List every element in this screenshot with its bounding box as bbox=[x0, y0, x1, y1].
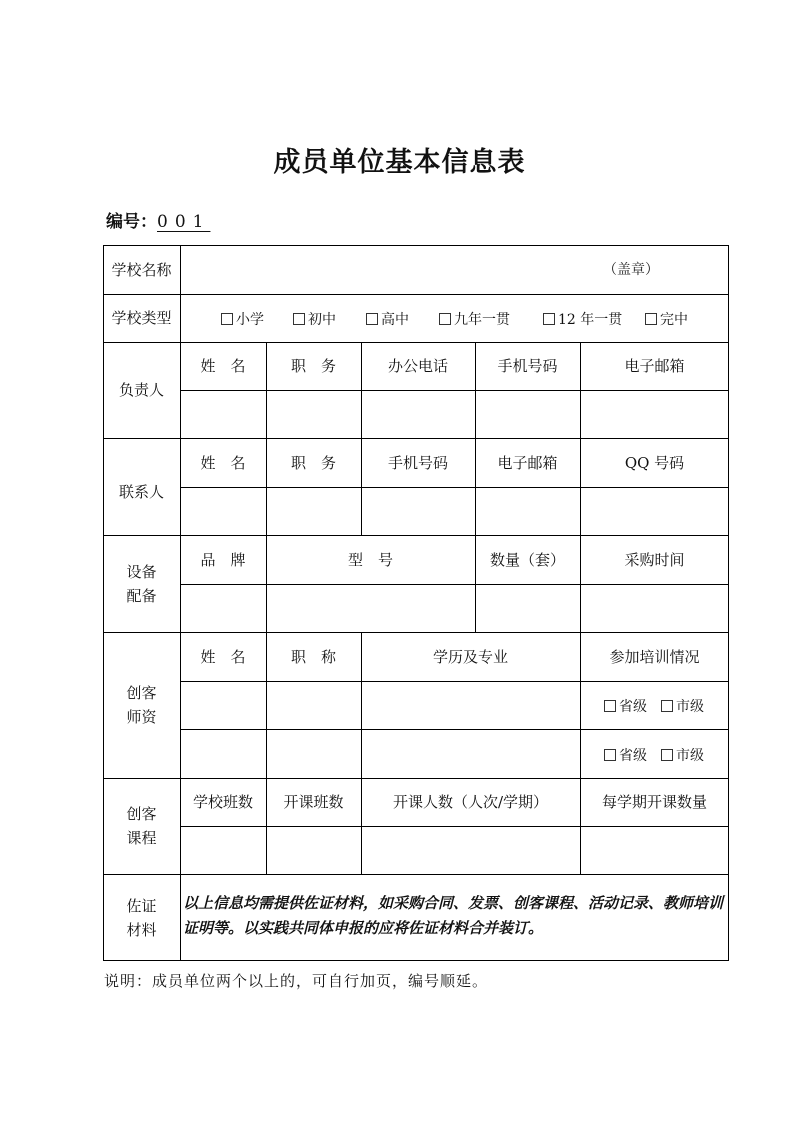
principal-header-name: 姓 名 bbox=[200, 357, 246, 375]
school-type-option-senior[interactable]: 高中 bbox=[366, 309, 409, 329]
equipment-header-purchase-date: 采购时间 bbox=[624, 550, 685, 569]
teachers-header-training: 参加培训情况 bbox=[609, 647, 700, 666]
teacher-2-provincial-option[interactable]: 省级 bbox=[604, 745, 647, 765]
teachers-header-education: 学历及专业 bbox=[432, 647, 508, 666]
school-type-option-complete[interactable]: 完中 bbox=[645, 309, 688, 329]
teachers-header-name: 姓 名 bbox=[200, 647, 246, 666]
courses-header-school-classes: 学校班数 bbox=[192, 793, 253, 811]
checkbox-icon bbox=[293, 313, 305, 325]
contact-name-field[interactable] bbox=[181, 488, 265, 534]
contact-qq-field[interactable] bbox=[581, 488, 728, 534]
teacher-2-title-field[interactable] bbox=[267, 730, 360, 777]
checkbox-icon bbox=[221, 313, 233, 325]
equipment-quantity-field[interactable] bbox=[476, 585, 579, 631]
teacher-2-education-field[interactable] bbox=[362, 730, 579, 777]
contact-header-email: 电子邮箱 bbox=[497, 453, 558, 472]
school-type-option-twelve-year[interactable]: 12 年一贯 bbox=[543, 309, 622, 329]
contact-email-field[interactable] bbox=[476, 488, 579, 534]
principal-label: 负责人 bbox=[118, 381, 164, 399]
checkbox-icon bbox=[661, 700, 673, 712]
stamp-note: （盖章） bbox=[603, 262, 659, 278]
principal-email-field[interactable] bbox=[581, 391, 728, 437]
form-number-value[interactable]: 001 bbox=[157, 212, 211, 232]
contact-title-field[interactable] bbox=[267, 488, 360, 534]
principal-title-field[interactable] bbox=[267, 391, 360, 437]
contact-header-title: 职 务 bbox=[290, 453, 336, 472]
checkbox-icon bbox=[543, 313, 555, 325]
checkbox-icon bbox=[439, 313, 451, 325]
checkbox-icon bbox=[366, 313, 378, 325]
teacher-1-name-field[interactable] bbox=[181, 682, 265, 728]
equipment-header-brand: 品 牌 bbox=[200, 550, 246, 569]
equipment-model-field[interactable] bbox=[267, 585, 474, 631]
courses-per-semester-field[interactable] bbox=[581, 827, 728, 873]
form-number bbox=[106, 207, 212, 232]
teacher-1-provincial-option[interactable]: 省级 bbox=[604, 696, 647, 716]
checkbox-icon bbox=[604, 700, 616, 712]
principal-header-office-phone: 办公电话 bbox=[387, 357, 448, 375]
school-type-label: 学校类型 bbox=[111, 309, 172, 327]
contact-header-name: 姓 名 bbox=[200, 453, 246, 472]
school-type-option-junior[interactable]: 初中 bbox=[293, 309, 336, 329]
equipment-purchase-date-field[interactable] bbox=[581, 585, 728, 631]
page-title: 成员单位基本信息表 bbox=[273, 147, 526, 178]
principal-name-field[interactable] bbox=[181, 391, 265, 437]
principal-header-mobile: 手机号码 bbox=[497, 357, 558, 375]
principal-header-title: 职 务 bbox=[290, 357, 336, 375]
courses-header-per-semester: 每学期开课数量 bbox=[601, 793, 707, 811]
evidence-label: 佐证 材料 bbox=[126, 896, 157, 939]
evidence-text: 以上信息均需提供佐证材料，如采购合同、发票、创客课程、活动记录、教师培训证明等。以实践共同体申报的应将佐证材料合并装订。 bbox=[183, 894, 724, 937]
courses-school-classes-field[interactable] bbox=[181, 827, 265, 873]
contact-header-qq: QQ 号码 bbox=[624, 453, 685, 472]
checkbox-icon bbox=[604, 749, 616, 761]
checkbox-icon bbox=[645, 313, 657, 325]
checkbox-icon bbox=[661, 749, 673, 761]
teacher-1-title-field[interactable] bbox=[267, 682, 360, 728]
equipment-brand-field[interactable] bbox=[181, 585, 265, 631]
teacher-2-city-option[interactable]: 市级 bbox=[661, 745, 704, 765]
courses-enrollment-field[interactable] bbox=[362, 827, 579, 873]
courses-course-classes-field[interactable] bbox=[267, 827, 360, 873]
teacher-1-education-field[interactable] bbox=[362, 682, 579, 728]
form-number-label: 编号： bbox=[106, 212, 157, 232]
equipment-header-model: 型 号 bbox=[347, 550, 393, 569]
teacher-1-city-option[interactable]: 市级 bbox=[661, 696, 704, 716]
school-type-option-nine-year[interactable]: 九年一贯 bbox=[439, 309, 510, 329]
school-name-label: 学校名称 bbox=[111, 260, 172, 279]
principal-office-phone-field[interactable] bbox=[362, 391, 474, 437]
courses-header-course-classes: 开课班数 bbox=[283, 793, 344, 811]
contact-mobile-field[interactable] bbox=[362, 488, 474, 534]
contact-header-mobile: 手机号码 bbox=[387, 453, 448, 472]
teachers-header-title: 职 称 bbox=[290, 647, 336, 666]
maker-teachers-label: 创客 师资 bbox=[126, 684, 157, 726]
contact-label: 联系人 bbox=[118, 482, 164, 501]
maker-courses-label: 创客 课程 bbox=[126, 805, 157, 847]
courses-header-enrollment: 开课人数（人次/学期） bbox=[392, 793, 549, 811]
footnote: 说明：成员单位两个以上的，可自行加页，编号顺延。 bbox=[104, 972, 489, 990]
equipment-header-quantity: 数量（套） bbox=[489, 550, 565, 569]
school-type-option-primary[interactable]: 小学 bbox=[221, 309, 264, 329]
principal-header-email: 电子邮箱 bbox=[624, 357, 685, 375]
equipment-label: 设备 配备 bbox=[126, 562, 157, 605]
principal-mobile-field[interactable] bbox=[476, 391, 579, 437]
teacher-2-name-field[interactable] bbox=[181, 730, 265, 777]
